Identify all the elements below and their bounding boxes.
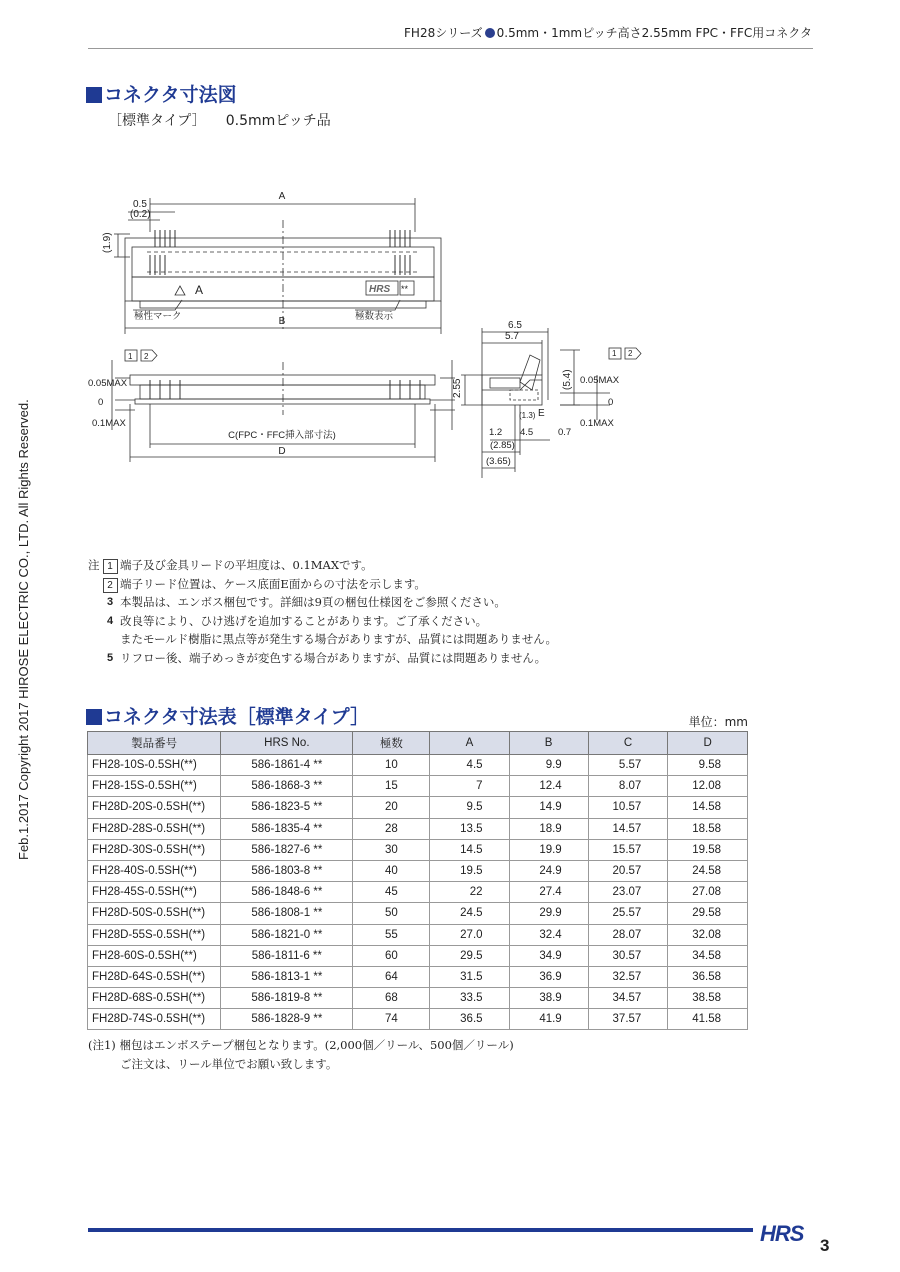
table-cell: 586-1848-6 ** xyxy=(221,882,353,903)
drawing-subtitle xyxy=(108,110,351,130)
table-cell: 13.5 xyxy=(430,818,509,839)
table-cell: FH28D-55S-0.5SH(**) xyxy=(88,924,221,945)
dim-d-label: D xyxy=(278,446,286,457)
table-row xyxy=(88,924,748,945)
table-cell: 14.9 xyxy=(509,797,588,818)
table-cell: FH28-10S-0.5SH(**) xyxy=(88,755,221,776)
table-cell: 586-1835-4 ** xyxy=(221,818,353,839)
table-cell: 14.58 xyxy=(668,797,748,818)
table-cell: 586-1811-6 ** xyxy=(221,945,353,966)
table-row xyxy=(88,797,748,818)
table-cell: 40 xyxy=(353,860,430,881)
table-cell: 586-1803-8 ** xyxy=(221,860,353,881)
table-cell: 22 xyxy=(430,882,509,903)
side-w65: 6.5 xyxy=(508,320,522,331)
col-header: HRS No. xyxy=(221,732,353,755)
col-header: B xyxy=(509,732,588,755)
side-max005: 0.05MAX xyxy=(580,375,620,386)
table-cell: 31.5 xyxy=(430,966,509,987)
col-header: 製品番号 xyxy=(88,732,221,755)
table-cell: 586-1868-3 ** xyxy=(221,776,353,797)
table-cell: 10 xyxy=(353,755,430,776)
square-bullet-icon xyxy=(86,709,102,725)
col-header: D xyxy=(668,732,748,755)
pin-count-label: 極数表示 xyxy=(355,311,394,322)
dim-pitch: 0.5 xyxy=(133,199,147,210)
table-cell: 50 xyxy=(353,903,430,924)
table-cell: 60 xyxy=(353,945,430,966)
header-rule xyxy=(88,48,813,49)
note-item: 5 リフロー後、端子めっきが変色する場合がありますが、品質には問題ありません。 xyxy=(106,650,547,665)
table-cell: 5.57 xyxy=(588,755,668,776)
table-cell: 18.9 xyxy=(509,818,588,839)
front-max01: 0.1MAX xyxy=(92,418,126,429)
side-h54: (5.4) xyxy=(562,369,573,390)
table-cell: 586-1827-6 ** xyxy=(221,839,353,860)
side-e: E xyxy=(538,408,545,419)
table-cell: 34.57 xyxy=(588,988,668,1009)
section-title-drawing: コネクタ寸法図 xyxy=(86,80,237,107)
table-cell: 10.57 xyxy=(588,797,668,818)
packaging-note-2: ご注文は、リール単位でお願い致します。 xyxy=(120,1057,338,1071)
table-row xyxy=(88,776,748,797)
table-cell: 9.58 xyxy=(668,755,748,776)
side-tag-1: 1 xyxy=(612,349,617,358)
table-cell: 29.9 xyxy=(509,903,588,924)
col-header: 極数 xyxy=(353,732,430,755)
table-row xyxy=(88,966,748,987)
table-cell: 28.07 xyxy=(588,924,668,945)
table-cell: 36.58 xyxy=(668,966,748,987)
table-cell: 41.58 xyxy=(668,1009,748,1030)
side-d45: 4.5 xyxy=(520,427,534,438)
table-cell: FH28-15S-0.5SH(**) xyxy=(88,776,221,797)
table-cell: FH28D-20S-0.5SH(**) xyxy=(88,797,221,818)
note-item: 3 本製品は、エンボス梱包です。詳細は9頁の梱包仕様図をご参照ください。 xyxy=(106,595,506,609)
table-cell: 74 xyxy=(353,1009,430,1030)
table-cell: 9.5 xyxy=(430,797,509,818)
dim-1-9: (1.9) xyxy=(102,232,113,253)
table-cell: FH28D-64S-0.5SH(**) xyxy=(88,966,221,987)
dim-pitch2: (0.2) xyxy=(130,209,151,220)
hrs-mark: HRS xyxy=(369,284,391,295)
table-cell: 19.9 xyxy=(509,839,588,860)
table-cell: 27.4 xyxy=(509,882,588,903)
table-cell: FH28-45S-0.5SH(**) xyxy=(88,882,221,903)
side-zero: 0 xyxy=(608,397,614,408)
note-tag-1: 1 xyxy=(128,352,133,361)
table-cell: 586-1821-0 ** xyxy=(221,924,353,945)
table-cell: 24.5 xyxy=(430,903,509,924)
table-row xyxy=(88,860,748,881)
table-cell: FH28D-74S-0.5SH(**) xyxy=(88,1009,221,1030)
packaging-notes xyxy=(88,1036,514,1074)
col-header: A xyxy=(430,732,509,755)
table-cell: FH28D-50S-0.5SH(**) xyxy=(88,903,221,924)
square-bullet-icon xyxy=(86,87,102,103)
table-cell: 36.5 xyxy=(430,1009,509,1030)
note-tag-2: 2 xyxy=(144,352,149,361)
polarity-label: 極性マーク xyxy=(134,311,182,322)
front-max005: 0.05MAX xyxy=(88,378,128,389)
side-tag-2: 2 xyxy=(628,349,633,358)
section-title-table: コネクタ寸法表［標準タイプ］ xyxy=(86,702,369,729)
table-cell: 34.58 xyxy=(668,945,748,966)
note-item: 4 改良等により、ひけ逃げを追加することがあります。ご了承ください。 xyxy=(106,613,488,628)
table-cell: 15 xyxy=(353,776,430,797)
col-header: C xyxy=(588,732,668,755)
table-cell: 29.58 xyxy=(668,903,748,924)
table-cell: 32.57 xyxy=(588,966,668,987)
header-text: 0.5mm・1mmピッチ高さ2.55mm FPC・FFC用コネクタ xyxy=(496,26,812,40)
table-row xyxy=(88,988,748,1009)
packaging-note-1: (注1) 梱包はエンボステープ梱包となります。(2,000個／リール、500個／リール) xyxy=(88,1038,514,1052)
bullet-dot-icon xyxy=(485,28,495,38)
table-row xyxy=(88,839,748,860)
table-cell: 20 xyxy=(353,797,430,818)
table-cell: 24.58 xyxy=(668,860,748,881)
table-row xyxy=(88,755,748,776)
hrs-logo: HRS xyxy=(760,1221,804,1246)
table-row xyxy=(88,818,748,839)
table-cell: 586-1828-9 ** xyxy=(221,1009,353,1030)
table-cell: 586-1808-1 ** xyxy=(221,903,353,924)
front-zero: 0 xyxy=(98,397,104,408)
dimension-table xyxy=(87,731,748,1030)
table-cell: 55 xyxy=(353,924,430,945)
dim-b-label: B xyxy=(278,316,286,327)
table-cell: 38.58 xyxy=(668,988,748,1009)
table-cell: 14.5 xyxy=(430,839,509,860)
table-cell: 30 xyxy=(353,839,430,860)
table-cell: 24.9 xyxy=(509,860,588,881)
page-number: 3 xyxy=(820,1236,830,1255)
table-cell: 19.5 xyxy=(430,860,509,881)
table-cell: 7 xyxy=(430,776,509,797)
table-cell: 20.57 xyxy=(588,860,668,881)
table-cell: 38.9 xyxy=(509,988,588,1009)
copyright-sidebar: Feb.1.2017 Copyright 2017 HIROSE ELECTRIC CO., LTD. All Rights Reserved. xyxy=(16,399,31,860)
table-cell: 32.4 xyxy=(509,924,588,945)
side-max01: 0.1MAX xyxy=(580,418,614,429)
unit-label: 単位：mm xyxy=(688,715,748,729)
table-cell: 28 xyxy=(353,818,430,839)
table-cell: 32.08 xyxy=(668,924,748,945)
table-cell: 19.58 xyxy=(668,839,748,860)
drawing-notes xyxy=(88,556,557,667)
table-cell: 23.07 xyxy=(588,882,668,903)
table-cell: 45 xyxy=(353,882,430,903)
table-row xyxy=(88,1009,748,1030)
table-cell: 30.57 xyxy=(588,945,668,966)
dim-c-label: C(FPC・FFC挿入部寸法) xyxy=(228,430,336,441)
page-header xyxy=(404,24,812,41)
table-cell: 12.08 xyxy=(668,776,748,797)
table-cell: FH28-40S-0.5SH(**) xyxy=(88,860,221,881)
side-d365: (3.65) xyxy=(486,456,511,467)
table-cell: FH28D-30S-0.5SH(**) xyxy=(88,839,221,860)
table-cell: 34.9 xyxy=(509,945,588,966)
table-cell: 41.9 xyxy=(509,1009,588,1030)
table-cell: 25.57 xyxy=(588,903,668,924)
table-cell: 33.5 xyxy=(430,988,509,1009)
table-cell: 12.4 xyxy=(509,776,588,797)
side-h255: 2.55 xyxy=(452,378,463,398)
table-cell: 14.57 xyxy=(588,818,668,839)
side-d13: (1.3) xyxy=(519,411,536,420)
note-item: 注 1 端子及び金具リードの平坦度は、0.1MAXです。 xyxy=(88,558,373,572)
table-cell: 586-1819-8 ** xyxy=(221,988,353,1009)
table-cell: 27.0 xyxy=(430,924,509,945)
table-header-row xyxy=(88,732,748,755)
table-cell: FH28D-68S-0.5SH(**) xyxy=(88,988,221,1009)
table-row xyxy=(88,882,748,903)
table-cell: 18.58 xyxy=(668,818,748,839)
table-cell: 8.07 xyxy=(588,776,668,797)
table-cell: 68 xyxy=(353,988,430,1009)
side-d07: 0.7 xyxy=(558,427,572,438)
note-item: またモールド樹脂に黒点等が発生する場合がありますが、品質には問題ありません。 xyxy=(120,632,557,646)
side-d285: (2.85) xyxy=(490,440,515,451)
table-cell: 27.08 xyxy=(668,882,748,903)
table-row xyxy=(88,903,748,924)
series-name: FH28シリーズ xyxy=(404,26,483,40)
mark-a: A xyxy=(195,283,204,297)
table-cell: 4.5 xyxy=(430,755,509,776)
table-cell: FH28D-28S-0.5SH(**) xyxy=(88,818,221,839)
subtitle-type: ［標準タイプ］ xyxy=(108,113,206,129)
side-w57: 5.7 xyxy=(505,331,519,342)
note-item: 2 端子リード位置は、ケース底面E面からの寸法を示します。 xyxy=(88,575,557,594)
table-cell: 9.9 xyxy=(509,755,588,776)
table-cell: 15.57 xyxy=(588,839,668,860)
table-cell: 586-1861-4 ** xyxy=(221,755,353,776)
table-cell: FH28-60S-0.5SH(**) xyxy=(88,945,221,966)
table-row xyxy=(88,945,748,966)
subtitle-pitch: 0.5mmピッチ品 xyxy=(225,113,331,129)
table-cell: 64 xyxy=(353,966,430,987)
footer-rule xyxy=(88,1228,753,1232)
table-cell: 37.57 xyxy=(588,1009,668,1030)
table-cell: 29.5 xyxy=(430,945,509,966)
table-cell: 586-1813-1 ** xyxy=(221,966,353,987)
dim-a-label: A xyxy=(278,191,286,202)
table-cell: 586-1823-5 ** xyxy=(221,797,353,818)
table-cell: 36.9 xyxy=(509,966,588,987)
pin-stars: ** xyxy=(401,284,409,294)
side-d12: 1.2 xyxy=(489,427,503,438)
